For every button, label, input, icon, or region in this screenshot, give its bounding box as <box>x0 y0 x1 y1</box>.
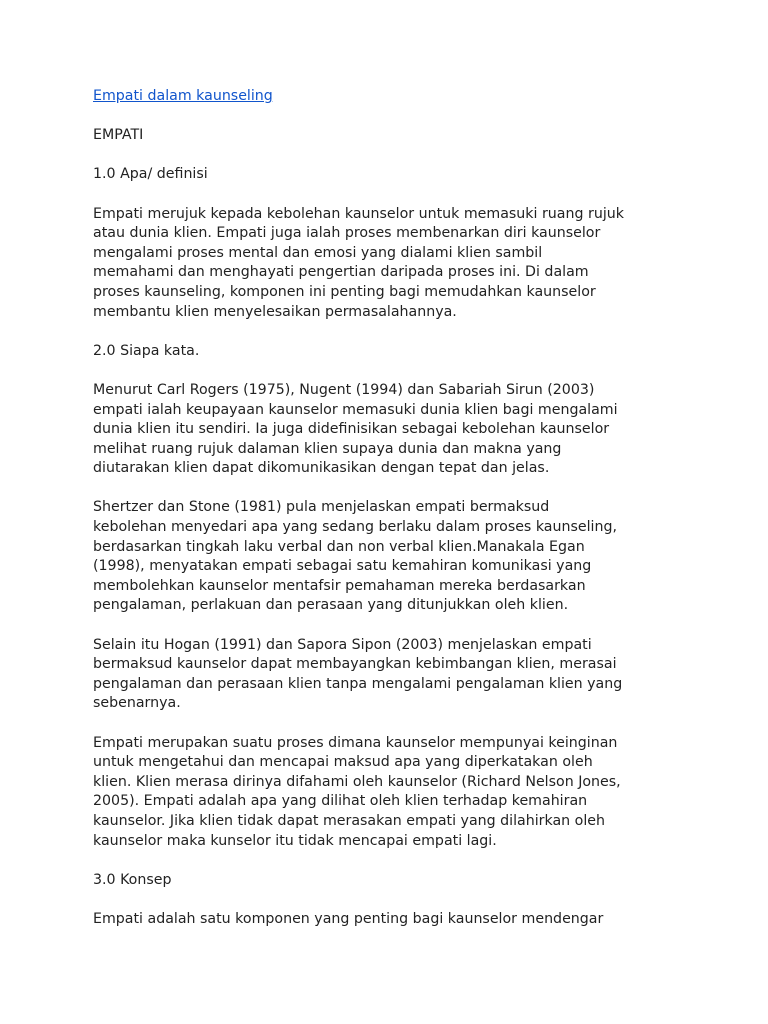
text-line: membolehkan kaunselor mentafsir pemahaman mereka berdasarkan <box>93 577 586 594</box>
text-line: Selain itu Hogan (1991) dan Sapora Sipon (2003) menjelaskan empati <box>93 636 592 653</box>
text-line: Empati merupakan suatu proses dimana kaunselor mempunyai keinginan <box>93 734 618 751</box>
text-line: Shertzer dan Stone (1981) pula menjelaskan empati bermaksud <box>93 499 550 516</box>
document-title-link[interactable]: Empati dalam kaunseling <box>93 88 273 104</box>
text-line: Empati adalah satu komponen yang penting bagi kaunselor mendengar <box>93 910 604 927</box>
text-line: pengalaman dan perasaan klien tanpa mengalami pengalaman klien yang <box>93 675 623 692</box>
text-line: bermaksud kaunselor dapat membayangkan kebimbangan klien, merasai <box>93 656 617 673</box>
text-line: mengalami proses mental dan emosi yang dialami klien sambil <box>93 244 543 261</box>
text-line: Menurut Carl Rogers (1975), Nugent (1994) dan Sabariah Sirun (2003) <box>93 381 595 398</box>
text-line: sebenarnya. <box>93 695 181 712</box>
paragraph <box>93 910 693 930</box>
text-line: 2005). Empati adalah apa yang dilihat oleh klien terhadap kemahiran <box>93 793 588 810</box>
text-line: berdasarkan tingkah laku verbal dan non verbal klien.Manakala Egan <box>93 538 585 555</box>
section-title-concept: 3.0 Konsep <box>93 871 172 888</box>
text-line: proses kaunseling, komponen ini penting bagi memudahkan kaunselor <box>93 283 596 300</box>
text-line: melihat ruang rujuk dalaman klien supaya dunia dan makna yang <box>93 440 562 457</box>
text-line: kaunselor maka kunselor itu tidak mencapai empati lagi. <box>93 832 497 849</box>
section-title-definition: 1.0 Apa/ definisi <box>93 166 208 183</box>
paragraph <box>93 636 693 714</box>
text-line: kaunselor. Jika klien tidak dapat merasakan empati yang dilahirkan oleh <box>93 812 606 829</box>
text-line: empati ialah keupayaan kaunselor memasuki dunia klien bagi mengalami <box>93 401 618 418</box>
text-line: pengalaman, perlakuan dan perasaan yang ditunjukkan oleh klien. <box>93 597 569 614</box>
text-line: membantu klien menyelesaikan permasalahannya. <box>93 303 457 320</box>
text-line: atau dunia klien. Empati juga ialah proses membenarkan diri kaunselor <box>93 225 601 242</box>
paragraph <box>93 381 693 479</box>
text-line: klien. Klien merasa dirinya difahami oleh kaunselor (Richard Nelson Jones, <box>93 773 621 790</box>
text-line: (1998), menyatakan empati sebagai satu kemahiran komunikasi yang <box>93 558 592 575</box>
text-line: untuk mengetahui dan mencapai maksud apa yang diperkatakan oleh <box>93 754 593 771</box>
paragraph <box>93 498 693 616</box>
text-line: dunia klien itu sendiri. Ia juga didefinisikan sebagai kebolehan kaunselor <box>93 421 610 438</box>
text-line: kebolehan menyedari apa yang sedang berlaku dalam proses kaunseling, <box>93 519 617 536</box>
document-heading: EMPATI <box>93 127 144 144</box>
paragraph <box>93 205 693 323</box>
document-body <box>93 87 693 949</box>
text-line: memahami dan menghayati pengertian daripada proses ini. Di dalam <box>93 264 589 281</box>
text-line: diutarakan klien dapat dikomunikasikan dengan tepat dan jelas. <box>93 460 550 477</box>
text-line: Empati merujuk kepada kebolehan kaunselor untuk memasuki ruang rujuk <box>93 205 624 222</box>
section-title-who-said: 2.0 Siapa kata. <box>93 342 200 359</box>
paragraph <box>93 734 693 852</box>
